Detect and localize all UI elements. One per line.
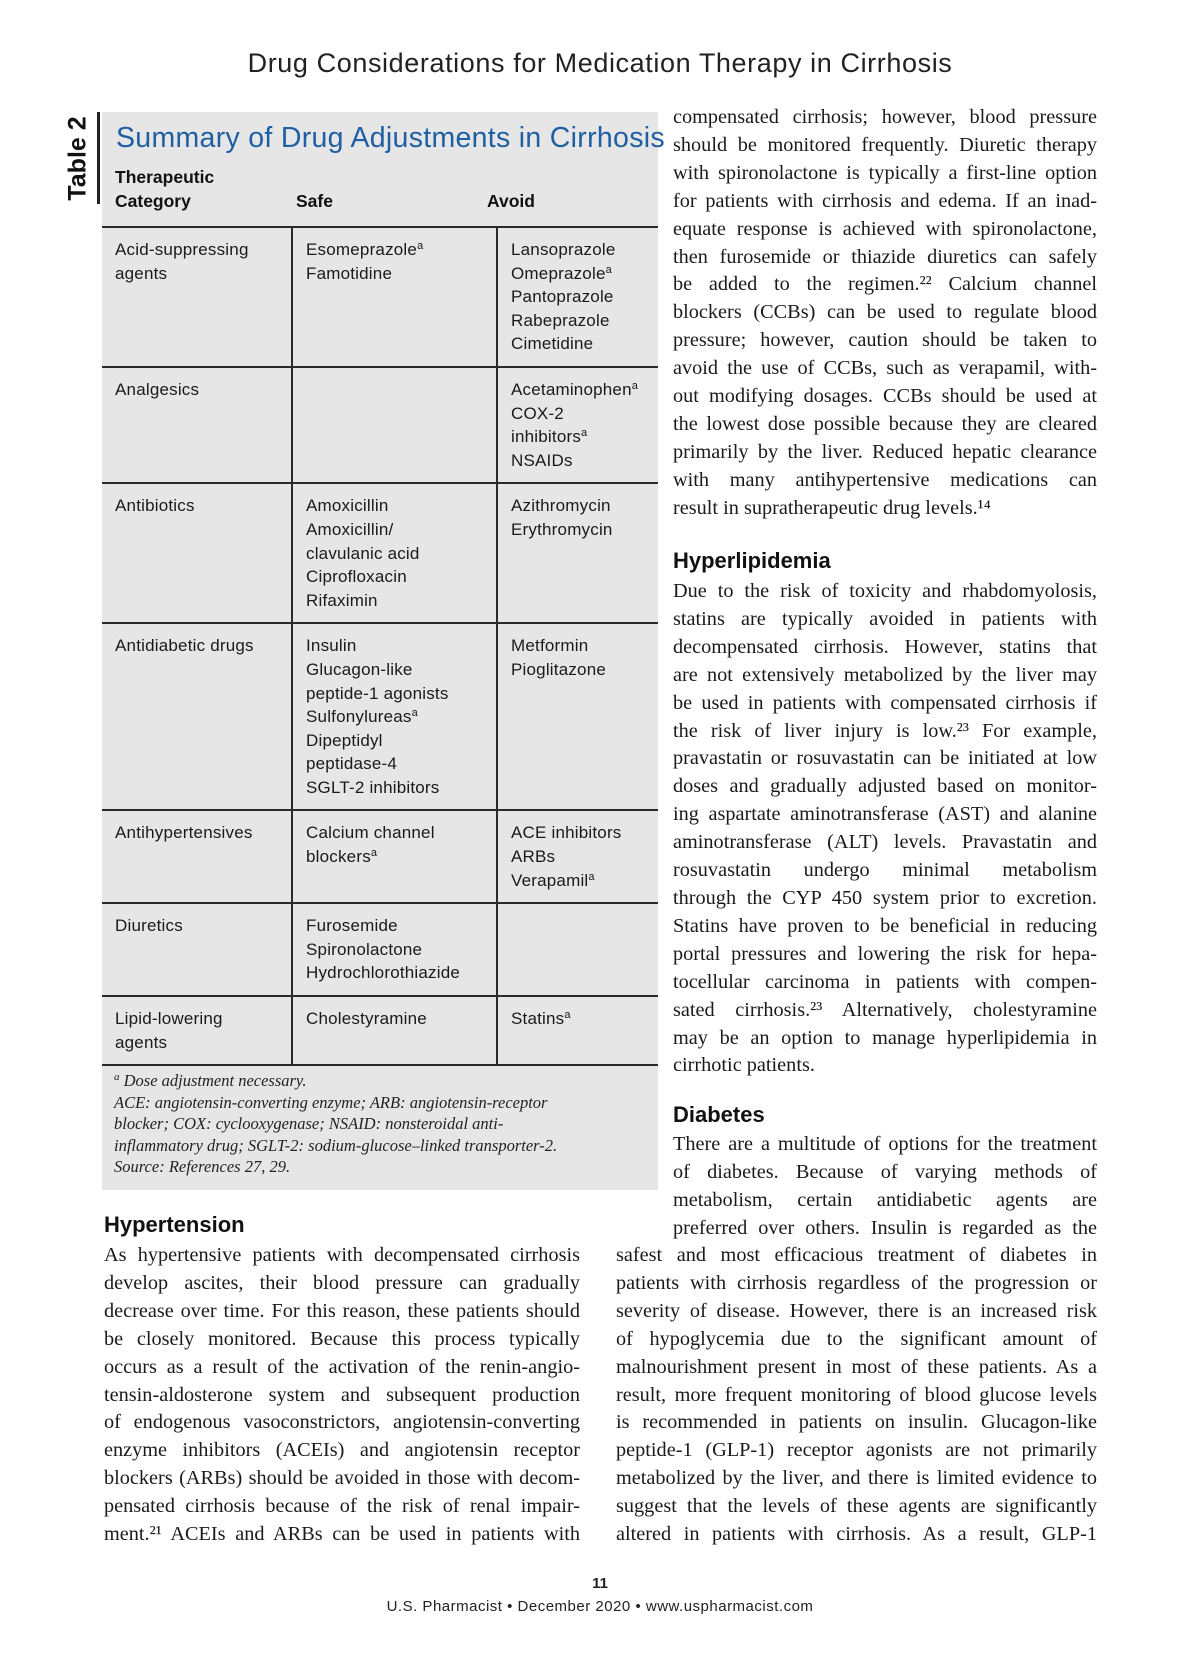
safe-cell-text: Famotidine — [306, 263, 393, 283]
text-line: out modifying dosages. CCBs should be used at — [673, 385, 1097, 408]
avoid-cell — [498, 484, 658, 622]
table-title: Summary of Drug Adjustments in Cirrhosis — [116, 122, 665, 154]
safe-cell-line — [306, 705, 486, 729]
safe-cell-line — [306, 938, 486, 962]
footnote-source: Source: References 27, 29. — [114, 1157, 291, 1176]
text-line: with many antihypertensive medications can — [673, 468, 1097, 491]
hypertension-continuation-text — [673, 104, 1097, 523]
safe-cell-text: Calcium channel — [306, 823, 435, 843]
safe-cell-text: Glucagon-like — [306, 659, 413, 679]
safe-cell-line — [306, 821, 486, 845]
diabetes-text — [673, 1131, 1097, 1243]
avoid-cell-text: COX-2 — [511, 403, 564, 423]
avoid-cell-text: Pantoprazole — [511, 287, 614, 307]
text-line: blockers (ARBs) should be avoided in those with decom- — [104, 1467, 580, 1490]
category-cell — [102, 997, 293, 1064]
safe-cell — [293, 904, 498, 995]
footnote-dose — [114, 1070, 634, 1092]
category-cell-text: agents — [115, 1032, 168, 1052]
text-line: the risk of liver injury is low.²³ For example, — [673, 719, 1097, 742]
avoid-cell — [498, 228, 658, 366]
avoid-cell-text: Verapamil — [511, 870, 589, 890]
category-cell-text: agents — [115, 263, 168, 283]
footnote-abbreviations-line: ACE: angiotensin-converting enzyme; ARB: angiotensin-receptor — [114, 1092, 548, 1112]
text-line: decrease over time. For this reason, these patients should — [104, 1299, 580, 1322]
safe-cell-line — [306, 565, 486, 589]
text-line: pressure; however, caution should be taken to — [673, 329, 1097, 352]
footnote-dose-text: Dose adjustment necessary. — [119, 1071, 307, 1090]
category-cell-text: Acid-suppressing — [115, 240, 249, 259]
footnote-abbreviations-line: blocker; COX: cyclooxygenase; NSAID: nonsteroidal anti- — [114, 1114, 504, 1133]
category-cell-text: Analgesics — [115, 379, 200, 399]
superscript-marker: a — [588, 870, 595, 883]
page-number: 11 — [592, 1575, 608, 1592]
category-cell-line — [115, 494, 281, 518]
text-line: tocellular carcinoma in patients with compen- — [673, 970, 1097, 993]
text-line: There are a multitude of options for the treatment — [673, 1133, 1097, 1155]
page-footer: U.S. Pharmacist • December 2020 • www.uspharmacist.com — [386, 1598, 814, 1615]
text-line: suggest that the levels of these agents are significantly — [616, 1495, 1097, 1518]
text-line: for patients with cirrhosis and edema. If an inad- — [673, 189, 1097, 212]
safe-cell-text: clavulanic acid — [306, 543, 420, 563]
text-line: enzyme inhibitors (ACEIs) and angiotensin receptor — [104, 1439, 580, 1462]
safe-cell-text: Esomeprazole — [306, 240, 418, 259]
safe-cell-line — [306, 658, 486, 682]
text-line: decompensated cirrhosis. However, statins that — [673, 635, 1097, 658]
safe-cell — [293, 228, 498, 366]
safe-cell-line — [306, 1007, 486, 1031]
text-line: metabolized by the liver, and there is limited evidence to — [616, 1467, 1097, 1490]
text-line: pensated cirrhosis because of the risk of renal impair- — [104, 1495, 580, 1518]
safe-cell — [293, 624, 498, 809]
text-line: portal pressures and lowering the risk for hepa- — [673, 942, 1097, 965]
safe-cell-line — [306, 494, 486, 518]
safe-cell-line — [306, 589, 486, 613]
text-line: As hypertensive patients with decompensated cirrhosis — [104, 1244, 580, 1266]
text-line: primarily by the liver. Reduced hepatic clearance — [673, 440, 1097, 463]
table-row — [102, 809, 658, 902]
safe-cell-text: Rifaximin — [306, 590, 378, 610]
category-cell-line — [115, 634, 281, 658]
text-line: metabolism, certain antidiabetic agents are — [673, 1188, 1097, 1211]
text-line: through the CYP 450 system prior to excretion. — [673, 886, 1097, 909]
category-cell-line — [115, 262, 281, 286]
table-row — [102, 995, 658, 1066]
safe-cell-text: peptidase-4 — [306, 754, 398, 774]
text-line: safest and most efficacious treatment of diabetes in — [616, 1244, 1097, 1266]
text-line: malnourishment present in most of these patients. As a — [616, 1355, 1097, 1378]
category-cell-line — [115, 914, 281, 938]
avoid-cell-line — [511, 1007, 648, 1031]
category-cell — [102, 811, 293, 902]
safe-cell-text: SGLT-2 inhibitors — [306, 777, 440, 797]
avoid-cell-text: Azithromycin — [511, 496, 611, 516]
category-cell-line — [115, 1007, 281, 1031]
table-label — [60, 112, 100, 204]
avoid-cell-line — [511, 238, 648, 262]
avoid-cell-line — [511, 658, 648, 682]
safe-cell-line — [306, 518, 486, 542]
category-cell-text: Lipid-lowering — [115, 1009, 223, 1029]
diabetes-heading: Diabetes — [673, 1102, 765, 1127]
text-line: then furosemide or thiazide diuretics can safely — [673, 245, 1097, 268]
safe-cell-line — [306, 238, 486, 262]
text-line: altered in patients with cirrhosis. As a result, GLP-1 — [616, 1523, 1097, 1546]
avoid-cell-line — [511, 634, 648, 658]
footnote-marker: a — [114, 1071, 120, 1083]
avoid-cell-text: Cimetidine — [511, 334, 594, 354]
text-line: statins are typically avoided in patients with — [673, 607, 1097, 630]
text-line: result, more frequent monitoring of blood glucose levels — [616, 1383, 1097, 1406]
avoid-cell-text: ACE inhibitors — [511, 823, 622, 843]
safe-cell-text: Spironolactone — [306, 939, 423, 959]
category-cell — [102, 904, 293, 995]
text-line: pravastatin or rosuvastatin can be initiated at low — [673, 747, 1097, 770]
superscript-marker: a — [564, 1009, 571, 1022]
avoid-cell-text: Acetaminophen — [511, 379, 632, 399]
table-row — [102, 902, 658, 995]
table-row — [102, 482, 658, 622]
safe-cell-text: peptide-1 agonists — [306, 683, 449, 703]
text-line: rosuvastatin undergo minimal metabolism — [673, 859, 1097, 882]
diabetes-text-continued — [616, 1242, 1097, 1549]
safe-cell-line — [306, 961, 486, 985]
column-header-safe: Safe — [296, 191, 333, 211]
category-cell-text: Antidiabetic drugs — [115, 636, 254, 656]
avoid-cell-line — [511, 425, 648, 449]
avoid-cell-line — [511, 821, 648, 845]
table-label-text: Table 2 — [64, 115, 93, 201]
text-line: severity of disease. However, there is an increased risk — [616, 1299, 1097, 1322]
avoid-cell-text: NSAIDs — [511, 450, 573, 470]
avoid-cell — [498, 997, 658, 1064]
avoid-cell-text: Statins — [511, 1009, 565, 1029]
table-row — [102, 226, 658, 366]
avoid-cell-line — [511, 518, 648, 542]
text-line: Due to the risk of toxicity and rhabdomyolosis, — [673, 580, 1097, 602]
safe-cell — [293, 484, 498, 622]
footnote-abbreviations-line: inflammatory drug; SGLT-2: sodium-glucose–linked transporter-2. — [114, 1135, 558, 1155]
text-line: occurs as a result of the activation of the renin-angio- — [104, 1355, 580, 1378]
avoid-cell-line — [511, 845, 648, 869]
avoid-cell-text: ARBs — [511, 847, 556, 867]
text-line: peptide-1 (GLP-1) receptor agonists are not primarily — [616, 1439, 1097, 1462]
safe-cell-line — [306, 845, 486, 869]
safe-cell-text: Amoxicillin/ — [306, 519, 394, 539]
safe-cell-text: Amoxicillin — [306, 496, 389, 516]
avoid-cell-line — [511, 262, 648, 286]
avoid-cell-text: Omeprazole — [511, 263, 606, 283]
column-header-category — [115, 165, 214, 213]
text-line: is recommended in patients on insulin. Glucagon-like — [616, 1411, 1097, 1434]
text-line: be added to the regimen.²² Calcium channel — [673, 273, 1097, 296]
category-cell-line — [115, 821, 281, 845]
safe-cell-line — [306, 634, 486, 658]
category-cell-text: Antibiotics — [115, 496, 195, 516]
table-footnotes — [114, 1070, 634, 1178]
text-line: cirrhotic patients. — [673, 1054, 815, 1077]
superscript-marker: a — [417, 240, 424, 252]
superscript-marker: a — [411, 707, 418, 720]
avoid-cell-line — [511, 449, 648, 473]
category-cell-line — [115, 1031, 281, 1055]
safe-cell — [293, 368, 498, 482]
avoid-cell-line — [511, 332, 648, 356]
text-line: ing aspartate aminotransferase (AST) and alanine — [673, 803, 1097, 826]
category-cell-text: Diuretics — [115, 916, 183, 936]
safe-cell-text: Dipeptidyl — [306, 730, 383, 750]
safe-cell-line — [306, 914, 486, 938]
text-line: patients with cirrhosis regardless of the progression or — [616, 1271, 1097, 1294]
text-line: doses and gradually adjusted based on monitor- — [673, 775, 1097, 798]
avoid-cell-line — [511, 402, 648, 426]
avoid-cell — [498, 368, 658, 482]
text-line: of endogenous vasoconstrictors, angiotensin-converting — [104, 1411, 580, 1434]
safe-cell-line — [306, 729, 486, 753]
hypertension-heading: Hypertension — [104, 1212, 245, 1237]
category-cell-text: Antihypertensives — [115, 823, 253, 843]
text-line: tensin-aldosterone system and subsequent production — [104, 1383, 580, 1406]
safe-cell-text: Furosemide — [306, 916, 398, 936]
safe-cell — [293, 811, 498, 902]
text-line: the lowest dose possible because they are cleared — [673, 412, 1097, 435]
text-line: are not extensively metabolized by the liver may — [673, 663, 1097, 686]
category-cell-line — [115, 238, 281, 262]
text-line: with spironolactone is typically a first-line option — [673, 161, 1097, 184]
text-line: preferred over others. Insulin is regarded as the — [673, 1216, 1097, 1239]
avoid-cell — [498, 811, 658, 902]
avoid-cell-text: Lansoprazole — [511, 240, 616, 259]
avoid-cell-line — [511, 494, 648, 518]
safe-cell-text: Cholestyramine — [306, 1009, 427, 1029]
avoid-cell-line — [511, 285, 648, 309]
avoid-cell — [498, 904, 658, 995]
avoid-cell-text: Metformin — [511, 636, 589, 656]
category-cell — [102, 368, 293, 482]
category-cell — [102, 484, 293, 622]
text-line: develop ascites, their blood pressure can gradually — [104, 1271, 580, 1294]
safe-cell-line — [306, 752, 486, 776]
drug-adjustment-table — [102, 112, 665, 1190]
hyperlipidemia-text — [673, 578, 1097, 1080]
text-line: Statins have proven to be beneficial in reducing — [673, 914, 1097, 937]
safe-cell-line — [306, 262, 486, 286]
text-line: be closely monitored. Because this process typically — [104, 1327, 580, 1350]
text-line: compensated cirrhosis; however, blood pressure — [673, 106, 1097, 128]
text-line: ment.²¹ ACEIs and ARBs can be used in patients with — [104, 1523, 580, 1546]
column-header-category-line2: Category — [115, 191, 191, 211]
text-line: should be monitored frequently. Diuretic therapy — [673, 133, 1097, 156]
text-line: avoid the use of CCBs, such as verapamil, with- — [673, 357, 1097, 380]
avoid-cell-line — [511, 309, 648, 333]
safe-cell-text: Insulin — [306, 636, 357, 656]
running-head: Drug Considerations for Medication Therapy in Cirrhosis — [247, 48, 953, 78]
hyperlipidemia-heading: Hyperlipidemia — [673, 548, 831, 573]
avoid-cell-text: inhibitors — [511, 427, 582, 447]
superscript-marker: a — [370, 847, 378, 860]
table-body — [102, 226, 658, 1066]
text-line: blockers (CCBs) can be used to regulate blood — [673, 301, 1097, 324]
safe-cell-text: blockers — [306, 847, 371, 867]
avoid-cell-line — [511, 869, 648, 893]
superscript-marker: a — [605, 263, 612, 276]
avoid-cell-line — [511, 378, 648, 402]
safe-cell-line — [306, 682, 486, 706]
table-row — [102, 366, 658, 482]
safe-cell — [293, 997, 498, 1064]
text-line: of hypoglycemia due to the significant amount of — [616, 1327, 1097, 1350]
avoid-cell-text: Erythromycin — [511, 519, 613, 539]
safe-cell-text: Hydrochlorothiazide — [306, 963, 461, 983]
text-line: may be an option to manage hyperlipidemia in — [673, 1026, 1097, 1049]
table-row — [102, 622, 658, 809]
column-header-category-line1: Therapeutic — [115, 167, 215, 187]
text-line: be used in patients with compensated cirrhosis if — [673, 691, 1097, 714]
safe-cell-text: Ciprofloxacin — [306, 567, 407, 587]
column-header-avoid: Avoid — [487, 191, 535, 211]
superscript-marker: a — [631, 379, 639, 392]
category-cell — [102, 228, 293, 366]
avoid-cell-text: Rabeprazole — [511, 310, 610, 330]
superscript-marker: a — [581, 427, 588, 440]
text-line: equate response is achieved with spironolactone, — [673, 217, 1097, 240]
text-line: of diabetes. Because of varying methods of — [673, 1160, 1097, 1183]
avoid-cell — [498, 624, 658, 809]
safe-cell-text: Sulfonylureas — [306, 707, 412, 727]
avoid-cell-text: Pioglitazone — [511, 659, 607, 679]
category-cell — [102, 624, 293, 809]
text-line: result in supratherapeutic drug levels.¹⁴ — [673, 496, 991, 519]
safe-cell-line — [306, 542, 486, 566]
text-line: sated cirrhosis.²³ Alternatively, cholestyramine — [673, 998, 1097, 1021]
safe-cell-line — [306, 776, 486, 800]
category-cell-line — [115, 378, 281, 402]
hypertension-text — [104, 1242, 580, 1549]
text-line: aminotransferase (ALT) levels. Pravastatin and — [673, 831, 1097, 854]
